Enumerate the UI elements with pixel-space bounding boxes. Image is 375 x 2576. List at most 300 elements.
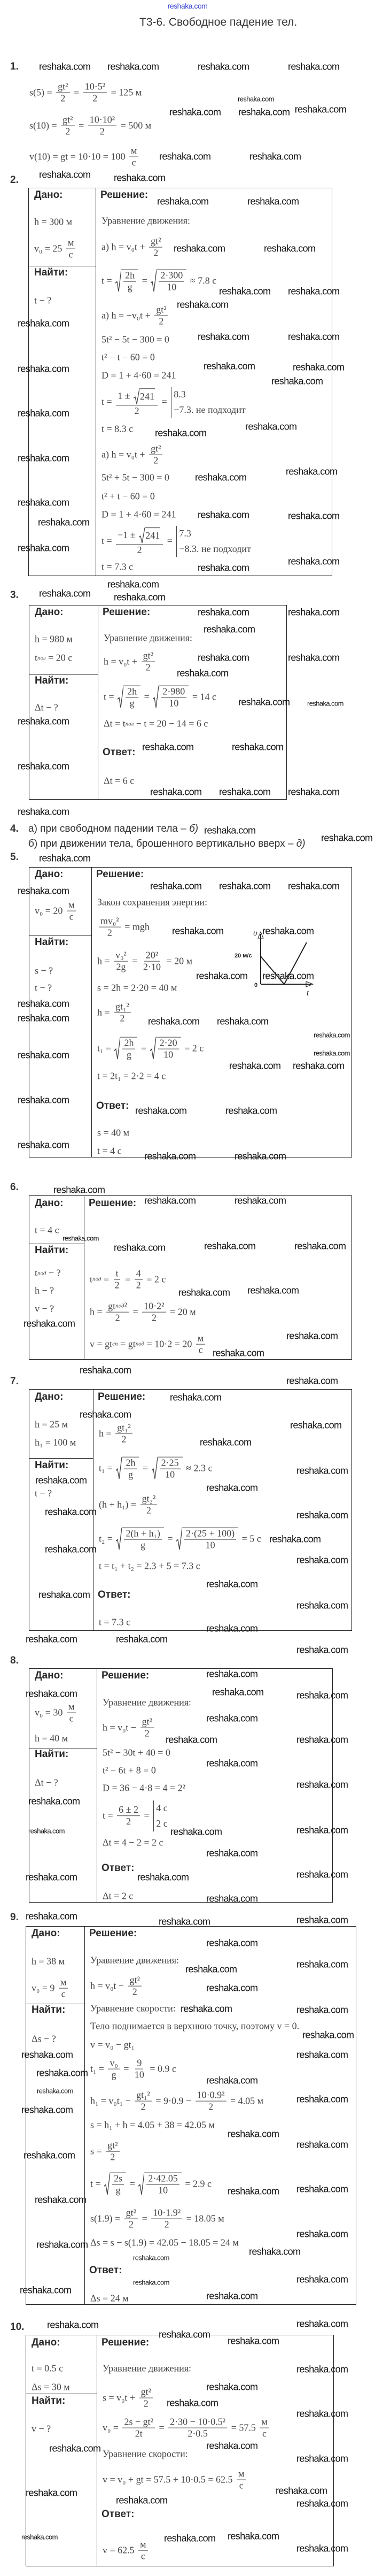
formula-text: 10 bbox=[169, 697, 179, 709]
formula-text: м bbox=[238, 2468, 245, 2479]
answer-value bbox=[97, 1146, 122, 1157]
fraction bbox=[159, 271, 184, 293]
watermark: reshaka.com bbox=[238, 106, 290, 118]
fraction bbox=[140, 1717, 154, 1739]
formula-text: = 9·0.9 − bbox=[153, 2095, 194, 2106]
watermark: reshaka.com bbox=[174, 243, 225, 254]
watermark: reshaka.com bbox=[24, 1318, 75, 1329]
formula-text: = bbox=[122, 1274, 133, 1285]
formula bbox=[118, 388, 156, 404]
solution-heading: Решение: bbox=[89, 1928, 137, 1939]
given-heading: Дано: bbox=[35, 1670, 64, 1681]
problem-number: 5. bbox=[10, 852, 19, 863]
formula bbox=[101, 387, 246, 418]
formula bbox=[90, 2058, 176, 2080]
watermark: reshaka.com bbox=[235, 1195, 286, 1206]
formula bbox=[97, 1128, 129, 1139]
solution-line bbox=[101, 509, 176, 520]
denominator bbox=[133, 2069, 146, 2080]
formula-line bbox=[28, 838, 306, 850]
radicand bbox=[139, 388, 155, 404]
formula-text: 2 bbox=[140, 2101, 146, 2112]
watermark: reshaka.com bbox=[296, 1690, 348, 1701]
formula-text: 10 bbox=[205, 1539, 215, 1551]
watermark: reshaka.com bbox=[321, 832, 373, 844]
given-value bbox=[35, 634, 73, 645]
formula-text: t = bbox=[101, 396, 115, 408]
fraction bbox=[117, 1805, 140, 1827]
fraction bbox=[196, 2090, 226, 2112]
formula bbox=[103, 2387, 154, 2409]
fraction bbox=[106, 2141, 119, 2163]
formula-text: gt² bbox=[129, 1974, 140, 1985]
formula-text: g bbox=[115, 2184, 121, 2196]
numerator bbox=[151, 2208, 182, 2219]
problem-number: 8. bbox=[10, 1655, 19, 1666]
numerator bbox=[135, 2090, 152, 2102]
watermark: reshaka.com bbox=[18, 542, 69, 554]
formula-text: − t = 20 − 14 = 6 с bbox=[134, 718, 208, 729]
radical-sign-icon bbox=[139, 527, 145, 543]
fraction bbox=[161, 687, 186, 709]
watermark: reshaka.com bbox=[296, 2543, 348, 2554]
radical-sign-icon bbox=[116, 1528, 122, 1551]
square-root bbox=[114, 1037, 137, 1060]
formula-text: 10·10² bbox=[89, 114, 115, 125]
formula-text: gt₁² bbox=[136, 2089, 150, 2100]
solution-line bbox=[90, 2237, 239, 2249]
watermark: reshaka.com bbox=[296, 2318, 348, 2329]
find-value bbox=[34, 295, 51, 306]
formula bbox=[35, 983, 52, 994]
numerator bbox=[135, 1269, 143, 1280]
formula-text: Δt = 2 с bbox=[103, 1890, 134, 1902]
given-heading: Дано: bbox=[34, 189, 63, 201]
formula-text: t = bbox=[104, 691, 117, 702]
solution-heading: Решение: bbox=[103, 607, 151, 618]
site-link[interactable]: reshaka.com bbox=[167, 2, 208, 10]
watermark: reshaka.com bbox=[288, 61, 340, 72]
fraction bbox=[138, 2540, 147, 2562]
formula-text: gt² bbox=[126, 2207, 137, 2218]
fraction bbox=[135, 1269, 143, 1291]
solution-line bbox=[97, 1037, 204, 1060]
watermark: reshaka.com bbox=[18, 318, 69, 329]
denominator bbox=[144, 662, 152, 673]
formula-text: Δt = 4 − 2 = 2 с bbox=[103, 1837, 163, 1848]
watermark: reshaka.com bbox=[228, 2531, 279, 2542]
solution-line bbox=[90, 2040, 135, 2051]
denominator bbox=[130, 157, 138, 168]
solution-line bbox=[103, 1697, 191, 1708]
radical-sign-icon bbox=[152, 1457, 158, 1480]
formula-text: = bbox=[157, 2422, 167, 2433]
solution-line bbox=[99, 1494, 159, 1516]
find-heading: Найти: bbox=[35, 1749, 69, 1760]
find-value bbox=[35, 1777, 58, 1789]
find-heading: Найти: bbox=[34, 267, 68, 278]
formula-text: 2 bbox=[145, 662, 151, 673]
formula-text: = bbox=[139, 2213, 150, 2224]
formula-text: t = t₁ + t₂ = 2.3 + 5 = 7.3 с bbox=[99, 1560, 200, 1571]
formula-text: с bbox=[69, 911, 74, 922]
numerator bbox=[56, 82, 69, 93]
formula-text: 5t² + 5t − 300 = 0 bbox=[101, 472, 169, 483]
fraction bbox=[154, 305, 168, 327]
watermark: reshaka.com bbox=[155, 427, 207, 439]
watermark: reshaka.com bbox=[198, 607, 249, 618]
solution-line bbox=[90, 1333, 207, 1355]
solution-line bbox=[104, 718, 208, 730]
watermark: reshaka.com bbox=[206, 1668, 258, 1680]
formula-text: м bbox=[197, 1332, 204, 1344]
watermark: reshaka.com bbox=[21, 2104, 73, 2115]
watermark: reshaka.com bbox=[288, 510, 340, 522]
radical-sign-icon bbox=[151, 270, 157, 293]
denominator bbox=[114, 1313, 122, 1323]
formula bbox=[101, 270, 216, 293]
watermark: reshaka.com bbox=[206, 2440, 258, 2451]
find-heading: Найти: bbox=[35, 675, 69, 686]
formula-text: s(5) = bbox=[29, 87, 55, 98]
formula-text: Δs = s − s(1.9) = 42.05 − 18.05 = 24 м bbox=[90, 2237, 239, 2248]
watermark: reshaka.com bbox=[28, 1827, 65, 1835]
denominator bbox=[126, 282, 134, 293]
formula-text: h = 40 м bbox=[35, 1732, 68, 1744]
formula-text: = bbox=[140, 1462, 151, 1474]
numerator bbox=[146, 2174, 179, 2185]
solution-line bbox=[101, 334, 169, 346]
watermark: reshaka.com bbox=[296, 2274, 348, 2285]
watermark: reshaka.com bbox=[206, 2290, 258, 2302]
denominator bbox=[68, 1713, 75, 1724]
watermark: reshaka.com bbox=[26, 2487, 77, 2498]
watermark: reshaka.com bbox=[28, 1796, 80, 1807]
numerator bbox=[122, 1038, 135, 1049]
formula-text: t = 2t₁ = 2·2 = 4 с bbox=[97, 1070, 166, 1082]
numerator bbox=[140, 1717, 154, 1728]
formula-text: ≈ 2.3 с bbox=[183, 1462, 213, 1474]
watermark: reshaka.com bbox=[198, 331, 249, 342]
formula bbox=[35, 1268, 61, 1279]
fraction bbox=[115, 1423, 132, 1445]
solution-line bbox=[104, 686, 216, 709]
watermark: reshaka.com bbox=[314, 1049, 350, 1057]
given-value bbox=[35, 653, 72, 664]
formula-text: Уравнение движения: bbox=[90, 1954, 179, 1966]
formula-text: = bbox=[165, 535, 175, 547]
roots-bracket bbox=[171, 387, 246, 418]
solution-line bbox=[99, 1457, 212, 1480]
watermark: reshaka.com bbox=[288, 556, 340, 567]
formula bbox=[90, 2141, 121, 2163]
denominator bbox=[152, 455, 160, 466]
watermark: reshaka.com bbox=[307, 699, 343, 708]
watermark: reshaka.com bbox=[53, 1184, 105, 1195]
formula bbox=[103, 1717, 155, 1739]
watermark: reshaka.com bbox=[288, 786, 340, 798]
watermark: reshaka.com bbox=[219, 286, 271, 297]
fraction bbox=[66, 238, 75, 260]
square-root bbox=[115, 270, 138, 293]
watermark: reshaka.com bbox=[177, 299, 229, 310]
watermark: reshaka.com bbox=[26, 1634, 77, 1645]
watermark: reshaka.com bbox=[262, 925, 314, 937]
denominator bbox=[114, 2185, 122, 2196]
find-value bbox=[35, 1304, 54, 1315]
watermark: reshaka.com bbox=[206, 1847, 258, 1859]
formula bbox=[104, 718, 208, 730]
radicand bbox=[159, 686, 189, 709]
formula-text: t² − t − 60 = 0 bbox=[101, 351, 155, 363]
problem-number: 9. bbox=[10, 1912, 19, 1923]
fraction bbox=[129, 146, 138, 168]
formula bbox=[99, 1528, 261, 1551]
find-heading: Найти: bbox=[35, 1460, 69, 1471]
formula-text: v = v₀ − gt₁ bbox=[90, 2039, 135, 2050]
find-heading: Найти: bbox=[35, 937, 69, 948]
watermark: reshaka.com bbox=[172, 925, 224, 937]
watermark: reshaka.com bbox=[133, 2253, 169, 2262]
formula-text: 10 bbox=[165, 1469, 175, 1480]
formula-text: s = 2h = 2·20 = 40 м bbox=[97, 982, 177, 993]
watermark: reshaka.com bbox=[238, 95, 274, 103]
watermark: reshaka.com bbox=[213, 1347, 264, 1359]
formula-text: v = gt bbox=[90, 1338, 113, 1350]
solution-line bbox=[101, 424, 133, 435]
watermark: reshaka.com bbox=[107, 61, 159, 72]
denominator bbox=[125, 1049, 133, 1060]
radical-sign-icon bbox=[116, 1457, 122, 1480]
numerator bbox=[88, 115, 116, 126]
solution-line bbox=[97, 983, 177, 994]
given-heading: Дано: bbox=[32, 1928, 60, 1939]
column-divider bbox=[91, 868, 92, 1157]
formula-text: м bbox=[130, 145, 137, 156]
watermark: reshaka.com bbox=[38, 1589, 90, 1600]
radical-sign-icon bbox=[134, 388, 139, 404]
formula-text: = 18.05 м bbox=[184, 2213, 224, 2224]
denominator bbox=[162, 1049, 175, 1060]
watermark: reshaka.com bbox=[271, 375, 323, 387]
formula bbox=[32, 1977, 69, 1999]
denominator bbox=[136, 545, 144, 555]
formula-text: −1 ± bbox=[118, 530, 138, 541]
given-value bbox=[34, 238, 77, 260]
fraction bbox=[114, 1002, 131, 1024]
subscript: пол bbox=[125, 720, 134, 727]
solution-heading: Решение: bbox=[96, 869, 144, 880]
watermark: reshaka.com bbox=[47, 2319, 99, 2330]
watermark: reshaka.com bbox=[296, 1644, 348, 1655]
denominator bbox=[106, 927, 114, 938]
solution-line bbox=[99, 1423, 134, 1445]
denominator bbox=[114, 962, 127, 972]
watermark: reshaka.com bbox=[249, 2246, 301, 2257]
formula-text: v = 62.5 bbox=[103, 2544, 137, 2556]
subscript: под bbox=[92, 1276, 101, 1283]
formula bbox=[35, 1285, 54, 1297]
watermark: reshaka.com bbox=[290, 1420, 342, 1431]
formula bbox=[99, 1494, 159, 1516]
formula-text: = bbox=[127, 2178, 138, 2189]
formula bbox=[97, 1146, 122, 1157]
formula bbox=[103, 1891, 133, 1902]
watermark: reshaka.com bbox=[296, 1734, 348, 1745]
watermark: reshaka.com bbox=[181, 2003, 232, 2014]
numerator bbox=[139, 2387, 153, 2398]
numerator bbox=[142, 651, 155, 662]
formula-text: с bbox=[239, 2480, 244, 2491]
radical-sign-icon bbox=[150, 1037, 156, 1060]
numerator bbox=[83, 82, 107, 93]
radical-sign-icon bbox=[104, 2173, 110, 2196]
formula-text: 2h bbox=[124, 1037, 134, 1048]
watermark: reshaka.com bbox=[114, 172, 166, 183]
find-value bbox=[35, 702, 58, 714]
given-value bbox=[35, 1225, 59, 1236]
formula-text: 2g bbox=[116, 961, 126, 972]
watermark: reshaka.com bbox=[288, 880, 340, 892]
formula-text: h = 300 м bbox=[34, 216, 73, 227]
denominator bbox=[204, 1540, 217, 1551]
watermark: reshaka.com bbox=[219, 880, 271, 892]
answer-value bbox=[103, 2540, 150, 2562]
watermark: reshaka.com bbox=[36, 2067, 88, 2079]
radicand bbox=[110, 2173, 126, 2196]
solution-line bbox=[97, 950, 192, 972]
watermark: reshaka.com bbox=[296, 1959, 348, 1970]
fraction bbox=[196, 1333, 205, 1355]
formula-text: = bbox=[165, 1533, 176, 1544]
formula-text: = gt bbox=[118, 1338, 136, 1350]
denominator bbox=[127, 2219, 135, 2230]
watermark: reshaka.com bbox=[157, 196, 209, 207]
numerator bbox=[128, 1975, 142, 1987]
formula-text: gt² bbox=[107, 2140, 118, 2151]
formula-text: 10 bbox=[158, 2184, 168, 2196]
watermark: reshaka.com bbox=[144, 1151, 196, 1162]
formula-text: mv₀² bbox=[100, 915, 119, 926]
formula-text: м bbox=[60, 1976, 67, 1988]
formula-text: Тело поднимается в верхнюю точку, поэтому v = 0. bbox=[90, 2020, 300, 2031]
formula bbox=[35, 653, 72, 664]
formula-text: 2s − gt² bbox=[124, 2416, 153, 2427]
denominator bbox=[207, 2102, 215, 2112]
square-root bbox=[150, 1037, 181, 1060]
formula bbox=[35, 634, 73, 645]
formula-text: 20² bbox=[145, 949, 159, 961]
formula-text: = 20 м bbox=[163, 955, 193, 967]
problem-number: 1. bbox=[10, 61, 19, 72]
denominator bbox=[60, 1989, 67, 1999]
watermark: reshaka.com bbox=[228, 2186, 279, 2197]
formula bbox=[90, 2173, 212, 2196]
solution-line bbox=[90, 2141, 121, 2163]
formula-text: а) h = v₀t + bbox=[101, 241, 148, 252]
watermark: reshaka.com bbox=[296, 2139, 348, 2150]
formula-text: D = 1 + 4·60 = 241 bbox=[101, 370, 176, 381]
subscript: сп bbox=[112, 1341, 118, 1347]
formula bbox=[103, 2417, 271, 2439]
denominator bbox=[145, 1505, 153, 1516]
formula-text: gt² bbox=[142, 1716, 152, 1727]
watermark: reshaka.com bbox=[39, 588, 91, 599]
fraction bbox=[128, 1975, 142, 1997]
problem-number: 4. bbox=[10, 823, 19, 834]
numerator bbox=[116, 388, 158, 405]
formula bbox=[35, 1702, 77, 1724]
formula bbox=[99, 1423, 134, 1445]
watermark: reshaka.com bbox=[293, 362, 345, 373]
watermark: reshaka.com bbox=[286, 466, 338, 477]
formula-text: gt² bbox=[58, 81, 68, 92]
fraction bbox=[83, 82, 107, 104]
formula-text: t₁ = bbox=[99, 1462, 115, 1474]
formula-text: = 0.9 с bbox=[147, 2063, 177, 2074]
formula-text: Уравнение движения: bbox=[103, 2363, 192, 2374]
formula-text: t = 0.5 с bbox=[32, 2363, 64, 2374]
denominator bbox=[139, 1540, 147, 1551]
denominator bbox=[98, 126, 106, 137]
watermark: reshaka.com bbox=[206, 1937, 258, 1949]
formula-text: h = 980 м bbox=[35, 633, 73, 645]
formula-text: 2(h + h₁) bbox=[126, 1528, 160, 1539]
solution-line bbox=[90, 2003, 176, 2014]
formula-text: 10·0.9² bbox=[197, 2089, 225, 2100]
denominator bbox=[108, 2152, 116, 2163]
formula-text: Закон сохранения энергии: bbox=[97, 896, 208, 908]
watermark: reshaka.com bbox=[18, 363, 69, 374]
formula-text: 2 bbox=[143, 2398, 149, 2409]
watermark: reshaka.com bbox=[288, 652, 340, 663]
numerator bbox=[129, 146, 138, 157]
watermark: reshaka.com bbox=[107, 579, 159, 590]
formula-text: 2 bbox=[132, 1986, 137, 1997]
fraction bbox=[112, 2174, 124, 2196]
answer-heading: Ответ: bbox=[98, 1589, 131, 1600]
given-value bbox=[35, 1702, 77, 1724]
formula-text: Уравнение скорости: bbox=[103, 2448, 188, 2459]
answer-heading: Ответ: bbox=[96, 1100, 129, 1111]
formula-text: а) h = −v₀t + bbox=[101, 310, 153, 321]
given-value bbox=[32, 2363, 63, 2374]
formula-text: 2 bbox=[208, 2101, 214, 2112]
formula-text: t bbox=[35, 1267, 38, 1278]
formula bbox=[29, 115, 151, 137]
given-find-divider bbox=[29, 1458, 93, 1459]
formula-text: t² + t − 60 = 0 bbox=[101, 490, 155, 502]
formula-text: t = 4 с bbox=[35, 1224, 59, 1236]
formula-text: gt bbox=[108, 1300, 116, 1312]
formula-text: (h + h₁) = bbox=[99, 1499, 139, 1510]
denominator bbox=[131, 1987, 139, 1997]
square-root bbox=[134, 388, 155, 404]
denominator bbox=[128, 698, 136, 709]
numerator bbox=[61, 115, 74, 126]
fraction bbox=[108, 2058, 119, 2080]
denominator bbox=[119, 1013, 127, 1024]
find-value bbox=[35, 965, 53, 977]
formula-text: 2 bbox=[115, 1312, 120, 1323]
given-heading: Дано: bbox=[35, 1198, 64, 1209]
watermark: reshaka.com bbox=[225, 1105, 277, 1116]
formula bbox=[97, 1037, 204, 1060]
formula-text: gt² bbox=[62, 114, 73, 125]
denominator bbox=[64, 126, 72, 137]
watermark: reshaka.com bbox=[276, 2485, 327, 2496]
root-value: 2 с bbox=[156, 1818, 168, 1829]
